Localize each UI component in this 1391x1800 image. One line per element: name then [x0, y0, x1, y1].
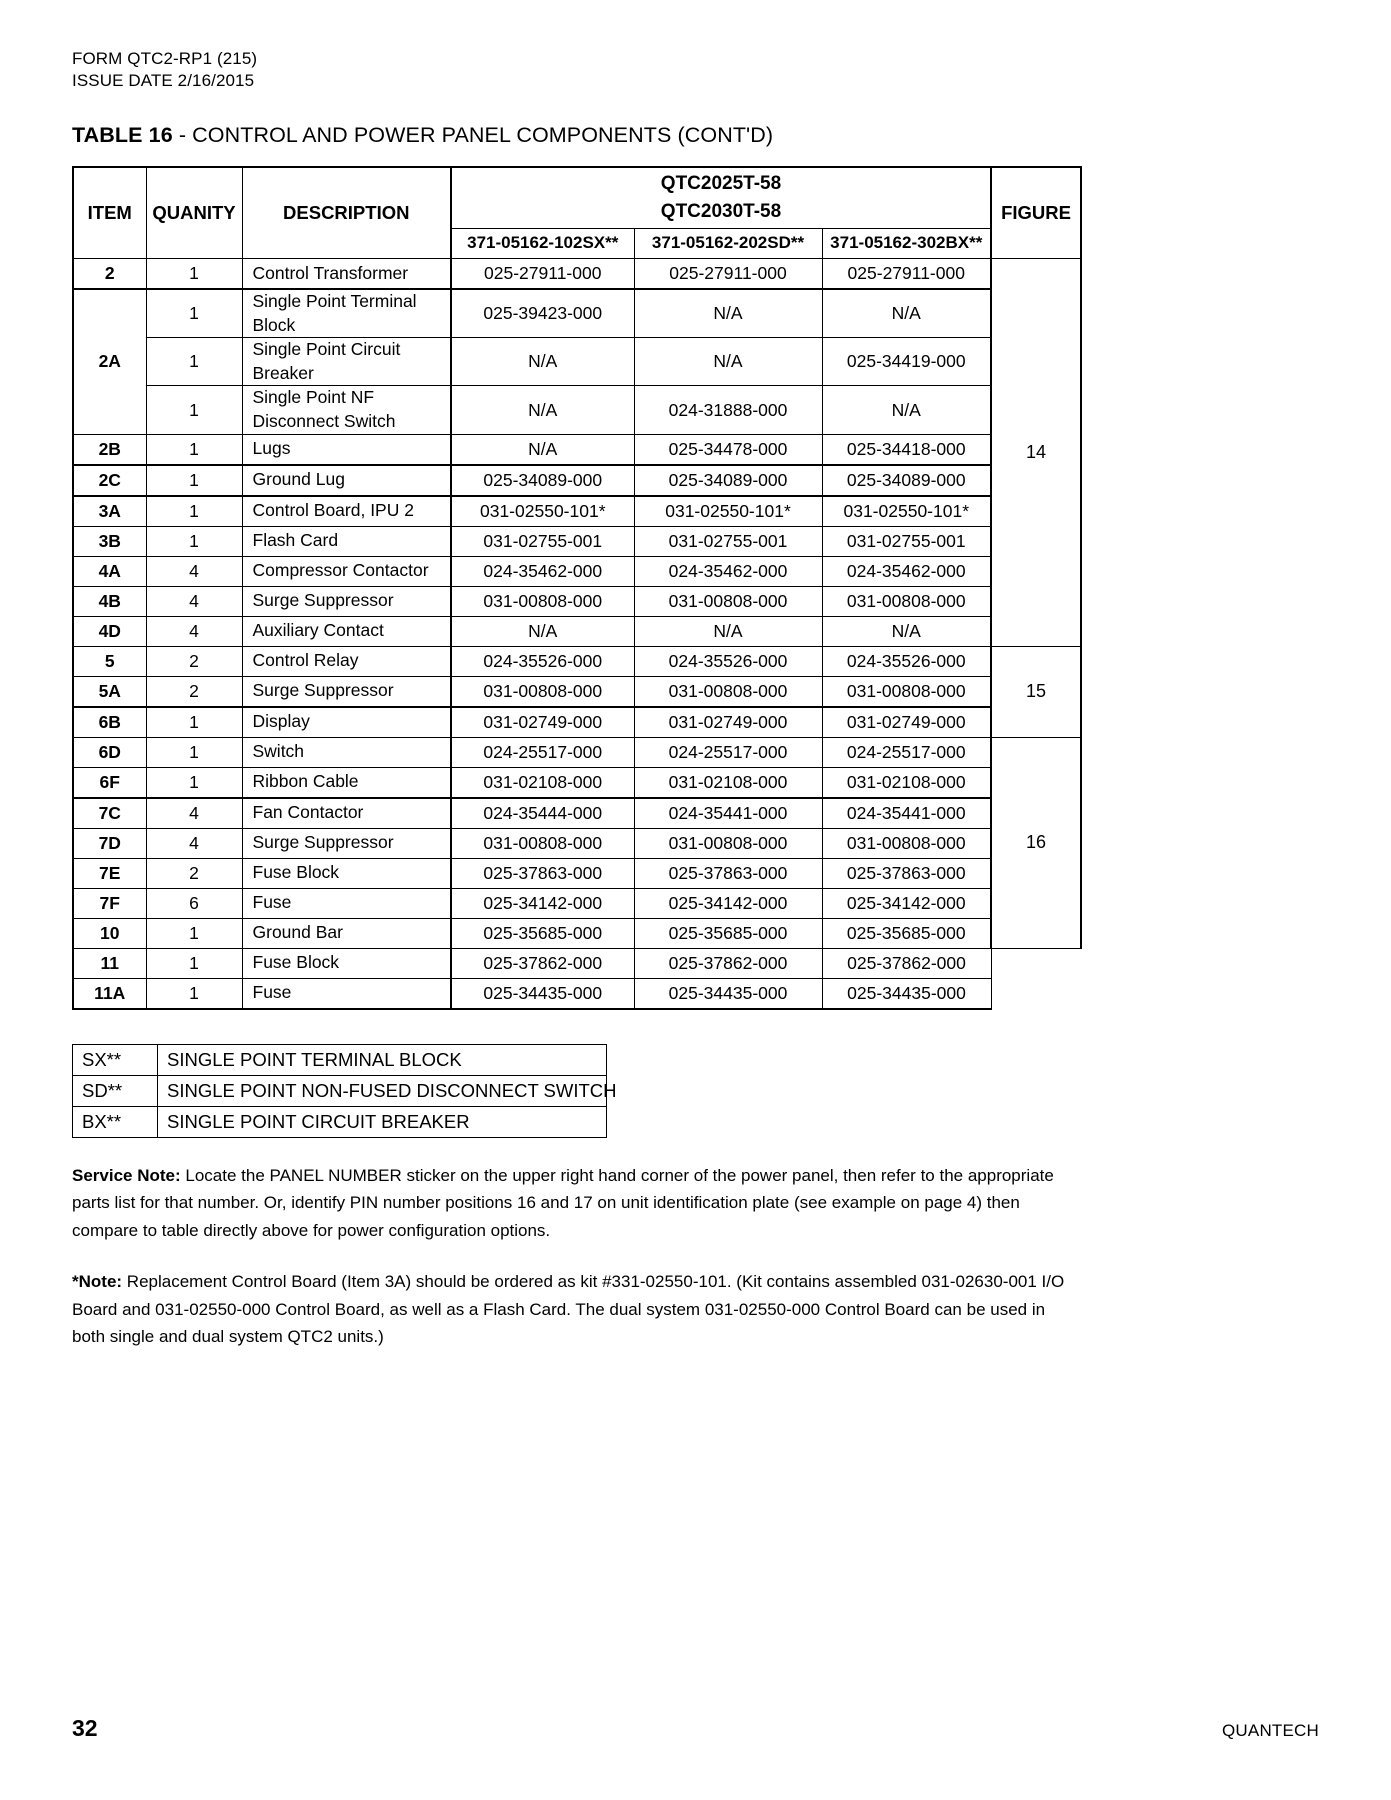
cell-partnumber-1: 025-35685-000 [451, 918, 634, 948]
cell-partnumber-1: 024-25517-000 [451, 737, 634, 767]
issue-date: ISSUE DATE 2/16/2015 [72, 71, 255, 91]
table-row [73, 646, 1081, 676]
cell-partnumber-2: 024-35441-000 [634, 798, 822, 829]
cell-description: Switch [242, 737, 451, 767]
cell-description: Fuse Block [242, 858, 451, 888]
cell-item: 2B [73, 434, 146, 465]
cell-partnumber-1: 024-35444-000 [451, 798, 634, 829]
legend-table-body [73, 1044, 617, 1137]
table-row [73, 676, 1081, 707]
table-row [73, 707, 1081, 738]
cell-item: 11 [73, 948, 146, 978]
cell-partnumber-1: 031-02755-001 [451, 526, 634, 556]
cell-partnumber-3: 024-35462-000 [822, 556, 991, 586]
cell-partnumber-2: N/A [634, 289, 822, 338]
cell-partnumber-3: N/A [822, 616, 991, 646]
table-row [73, 289, 1081, 338]
cell-item: 7E [73, 858, 146, 888]
cell-description: Control Board, IPU 2 [242, 496, 451, 527]
cell-item: 10 [73, 918, 146, 948]
cell-partnumber-2: 025-35685-000 [634, 918, 822, 948]
col-header-quantity: QUANITY [146, 167, 242, 259]
cell-partnumber-1: 031-02749-000 [451, 707, 634, 738]
cell-item: 6D [73, 737, 146, 767]
table-row [73, 465, 1081, 496]
cell-description: Fuse Block [242, 948, 451, 978]
cell-partnumber-3: N/A [822, 289, 991, 338]
cell-item: 3A [73, 496, 146, 527]
cell-partnumber-3: 031-02108-000 [822, 767, 991, 798]
cell-partnumber-3: 025-34435-000 [822, 978, 991, 1009]
cell-description: Flash Card [242, 526, 451, 556]
cell-description: Control Transformer [242, 258, 451, 289]
parts-table-header [73, 167, 1081, 259]
document-header [72, 48, 1319, 93]
cell-quantity: 1 [146, 386, 242, 434]
cell-partnumber-2: 031-02755-001 [634, 526, 822, 556]
cell-description: Ribbon Cable [242, 767, 451, 798]
cell-quantity: 1 [146, 918, 242, 948]
cell-partnumber-2: 025-34435-000 [634, 978, 822, 1009]
cell-partnumber-1: N/A [451, 434, 634, 465]
cell-partnumber-2: 031-00808-000 [634, 828, 822, 858]
col-header-partnumber-2: 371-05162-202SD** [634, 228, 822, 258]
col-header-description: DESCRIPTION [242, 167, 451, 259]
col-header-figure: FIGURE [991, 167, 1081, 259]
table-row [73, 586, 1081, 616]
page-footer [72, 1715, 1319, 1742]
legend-table [72, 1044, 617, 1138]
cell-partnumber-2: 031-00808-000 [634, 586, 822, 616]
table-row [73, 858, 1081, 888]
cell-description: Single Point Circuit Breaker [242, 338, 451, 386]
cell-partnumber-2: 025-34142-000 [634, 888, 822, 918]
cell-description: Display [242, 707, 451, 738]
cell-partnumber-3: 031-00808-000 [822, 828, 991, 858]
cell-partnumber-1: 031-00808-000 [451, 676, 634, 707]
cell-figure: 14 [991, 258, 1081, 646]
cell-description: Surge Suppressor [242, 828, 451, 858]
cell-partnumber-2: N/A [634, 616, 822, 646]
cell-partnumber-3: 025-34089-000 [822, 465, 991, 496]
cell-item: 7D [73, 828, 146, 858]
cell-partnumber-2: 031-02550-101* [634, 496, 822, 527]
cell-partnumber-1: 031-02108-000 [451, 767, 634, 798]
page-number: 32 [72, 1715, 98, 1741]
table-row [73, 828, 1081, 858]
table-row [73, 948, 1081, 978]
cell-description: Control Relay [242, 646, 451, 676]
cell-partnumber-3: 024-35441-000 [822, 798, 991, 829]
col-header-partnumber-1: 371-05162-102SX** [451, 228, 634, 258]
table-row [73, 888, 1081, 918]
table-row [73, 737, 1081, 767]
cell-partnumber-1: 025-34142-000 [451, 888, 634, 918]
cell-partnumber-3: 031-02550-101* [822, 496, 991, 527]
cell-description: Single Point NF Disconnect Switch [242, 386, 451, 434]
legend-text: SINGLE POINT TERMINAL BLOCK [158, 1044, 607, 1075]
cell-description: Ground Bar [242, 918, 451, 948]
cell-partnumber-3: 024-35526-000 [822, 646, 991, 676]
cell-partnumber-1: 025-39423-000 [451, 289, 634, 338]
table-caption-label: TABLE 16 [72, 122, 173, 147]
form-number: FORM QTC2-RP1 (215) [72, 49, 258, 68]
table-row [73, 258, 1081, 289]
cell-item: 5A [73, 676, 146, 707]
cell-item: 6B [73, 707, 146, 738]
cell-partnumber-2: 025-37862-000 [634, 948, 822, 978]
table-row [73, 978, 1081, 1009]
cell-partnumber-3: 031-02749-000 [822, 707, 991, 738]
cell-quantity: 1 [146, 289, 242, 338]
col-header-partnumber-3: 371-05162-302BX** [822, 228, 991, 258]
table-row [73, 798, 1081, 829]
cell-quantity: 1 [146, 526, 242, 556]
cell-partnumber-1: N/A [451, 386, 634, 434]
cell-item: 4A [73, 556, 146, 586]
brand-name: QUANTECH [1222, 1721, 1319, 1740]
cell-item: 7F [73, 888, 146, 918]
cell-partnumber-1: 025-34435-000 [451, 978, 634, 1009]
cell-description: Ground Lug [242, 465, 451, 496]
cell-partnumber-3: 025-35685-000 [822, 918, 991, 948]
cell-quantity: 4 [146, 556, 242, 586]
table-caption-rest: - CONTROL AND POWER PANEL COMPONENTS (CONT'D) [172, 122, 774, 147]
model-line-1: QTC2025T-58 [660, 173, 782, 195]
cell-description: Fan Contactor [242, 798, 451, 829]
table-row [73, 496, 1081, 527]
cell-item: 2C [73, 465, 146, 496]
cell-partnumber-1: 024-35526-000 [451, 646, 634, 676]
table-row [73, 616, 1081, 646]
cell-quantity: 1 [146, 434, 242, 465]
cell-item: 4D [73, 616, 146, 646]
cell-partnumber-1: 024-35462-000 [451, 556, 634, 586]
cell-partnumber-1: 031-00808-000 [451, 828, 634, 858]
cell-item: 2 [73, 258, 146, 289]
table-row [73, 767, 1081, 798]
cell-quantity: 4 [146, 798, 242, 829]
star-note-text: Replacement Control Board (Item 3A) should be ordered as kit #331-02550-101. (Kit contains assembled 031-02630-001 I/O Board and 031-02550-000 Control Board, as well as a Flash Card. The dual system 031-02550-000 Control Board can be used in both single and dual system QTC2 units.) [72, 1272, 1065, 1347]
cell-description: Compressor Contactor [242, 556, 451, 586]
cell-partnumber-1: 025-37863-000 [451, 858, 634, 888]
table-row [73, 386, 1081, 434]
cell-partnumber-2: 025-34089-000 [634, 465, 822, 496]
cell-item: 4B [73, 586, 146, 616]
cell-partnumber-1: 025-37862-000 [451, 948, 634, 978]
table-row [73, 434, 1081, 465]
cell-description: Single Point Terminal Block [242, 289, 451, 338]
model-line-2: QTC2030T-58 [660, 200, 782, 222]
parts-table [72, 166, 1082, 1010]
table-row [73, 556, 1081, 586]
cell-item: 3B [73, 526, 146, 556]
cell-quantity: 1 [146, 338, 242, 386]
star-note-label: *Note: [72, 1272, 123, 1292]
cell-item: 2A [73, 289, 146, 434]
service-note-text: Locate the PANEL NUMBER sticker on the upper right hand corner of the power panel, then refer to the appropriate parts list for that number. Or, identify PIN number positions 16 and 17 on unit identification plate (see example on page 4) then compare to table directly above for power configuration options. [72, 1165, 1054, 1240]
cell-partnumber-2: 025-27911-000 [634, 258, 822, 289]
cell-partnumber-1: 025-27911-000 [451, 258, 634, 289]
col-header-item: ITEM [73, 167, 146, 259]
cell-quantity: 1 [146, 707, 242, 738]
cell-quantity: 1 [146, 737, 242, 767]
cell-partnumber-1: N/A [451, 338, 634, 386]
cell-partnumber-2: 031-02749-000 [634, 707, 822, 738]
cell-partnumber-3: 025-34419-000 [822, 338, 991, 386]
cell-quantity: 2 [146, 676, 242, 707]
legend-row [73, 1044, 607, 1075]
cell-description: Surge Suppressor [242, 586, 451, 616]
cell-figure: 15 [991, 646, 1081, 737]
cell-description: Surge Suppressor [242, 676, 451, 707]
cell-partnumber-1: 031-02550-101* [451, 496, 634, 527]
cell-partnumber-3: 024-25517-000 [822, 737, 991, 767]
cell-quantity: 6 [146, 888, 242, 918]
legend-row [73, 1106, 607, 1137]
cell-partnumber-2: 024-31888-000 [634, 386, 822, 434]
cell-partnumber-3: N/A [822, 386, 991, 434]
parts-table-body [73, 258, 1081, 1008]
cell-partnumber-3: 031-02755-001 [822, 526, 991, 556]
cell-partnumber-3: 025-27911-000 [822, 258, 991, 289]
cell-quantity: 2 [146, 646, 242, 676]
service-note [72, 1162, 1067, 1245]
legend-code: BX** [73, 1106, 158, 1137]
cell-quantity: 1 [146, 258, 242, 289]
table-header-row-1 [73, 167, 1081, 229]
cell-partnumber-3: 025-34142-000 [822, 888, 991, 918]
cell-partnumber-2: 024-35526-000 [634, 646, 822, 676]
star-note [72, 1268, 1067, 1351]
cell-partnumber-1: N/A [451, 616, 634, 646]
cell-figure: 16 [991, 737, 1081, 948]
cell-partnumber-3: 025-34418-000 [822, 434, 991, 465]
cell-partnumber-2: 024-25517-000 [634, 737, 822, 767]
col-header-model-group [451, 167, 991, 229]
cell-quantity: 4 [146, 586, 242, 616]
cell-partnumber-2: 031-02108-000 [634, 767, 822, 798]
cell-partnumber-3: 031-00808-000 [822, 586, 991, 616]
cell-partnumber-2: N/A [634, 338, 822, 386]
legend-text: SINGLE POINT CIRCUIT BREAKER [158, 1106, 607, 1137]
cell-description: Fuse [242, 888, 451, 918]
table-row [73, 526, 1081, 556]
cell-quantity: 1 [146, 978, 242, 1009]
cell-partnumber-2: 025-37863-000 [634, 858, 822, 888]
service-note-label: Service Note: [72, 1165, 181, 1185]
cell-partnumber-3: 025-37862-000 [822, 948, 991, 978]
cell-description: Fuse [242, 978, 451, 1009]
cell-quantity: 2 [146, 858, 242, 888]
cell-item: 6F [73, 767, 146, 798]
table-caption [72, 123, 1319, 148]
table-row [73, 338, 1081, 386]
cell-description: Lugs [242, 434, 451, 465]
cell-description: Auxiliary Contact [242, 616, 451, 646]
cell-quantity: 4 [146, 828, 242, 858]
cell-partnumber-3: 031-00808-000 [822, 676, 991, 707]
cell-partnumber-2: 025-34478-000 [634, 434, 822, 465]
cell-quantity: 1 [146, 496, 242, 527]
cell-partnumber-3: 025-37863-000 [822, 858, 991, 888]
cell-item: 11A [73, 978, 146, 1009]
legend-code: SD** [73, 1075, 158, 1106]
cell-item: 5 [73, 646, 146, 676]
cell-partnumber-2: 031-00808-000 [634, 676, 822, 707]
legend-row [73, 1075, 607, 1106]
cell-quantity: 1 [146, 465, 242, 496]
cell-partnumber-1: 031-00808-000 [451, 586, 634, 616]
legend-text: SINGLE POINT NON-FUSED DISCONNECT SWITCH [158, 1075, 607, 1106]
table-row [73, 918, 1081, 948]
cell-quantity: 1 [146, 767, 242, 798]
cell-partnumber-1: 025-34089-000 [451, 465, 634, 496]
cell-partnumber-2: 024-35462-000 [634, 556, 822, 586]
cell-item: 7C [73, 798, 146, 829]
cell-quantity: 1 [146, 948, 242, 978]
cell-quantity: 4 [146, 616, 242, 646]
legend-code: SX** [73, 1044, 158, 1075]
